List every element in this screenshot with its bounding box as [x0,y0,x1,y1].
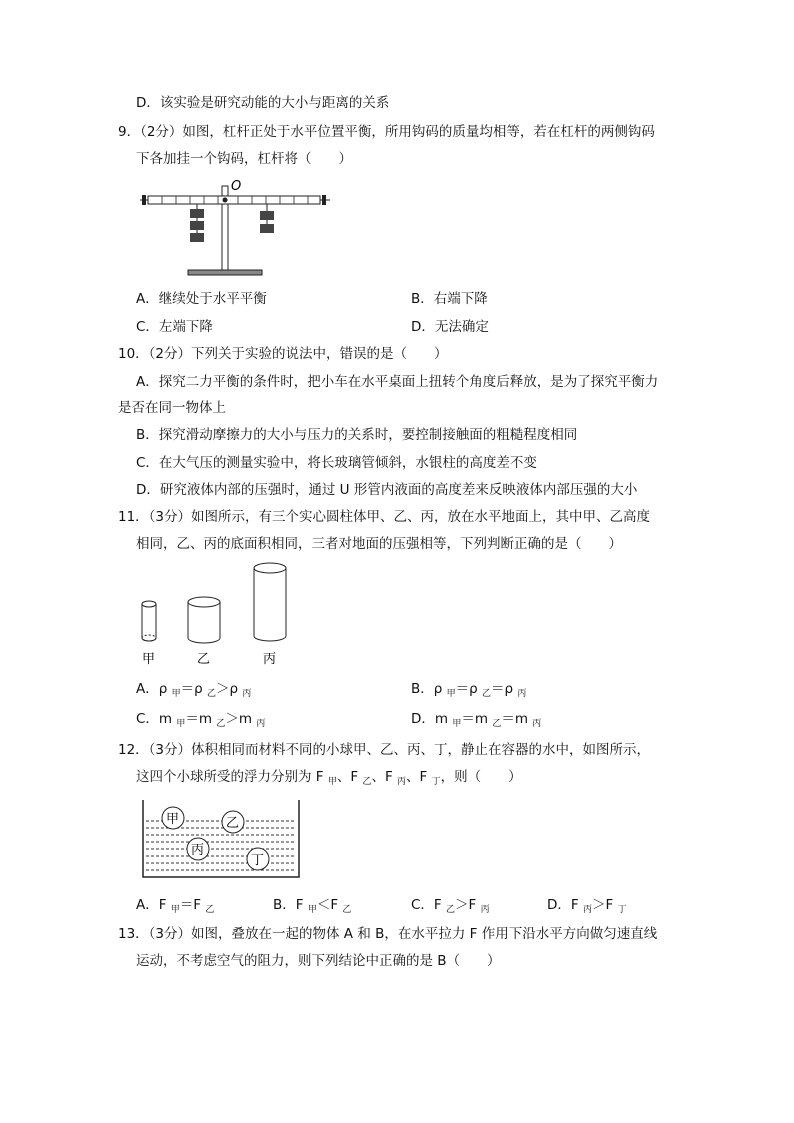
q12-stem-line1: 12．（3分）体积相同而材料不同的小球甲、乙、丙、丁，静止在容器的水中，如图所示， [118,742,651,758]
q13-stem-line2: 运动，不考虑空气的阻力，则下列结论中正确的是 B（ ） [136,953,501,969]
q9-option-b: B．右端下降 [411,291,488,307]
q9-option-a: A．继续处于水平平衡 [136,291,267,307]
cylinder-yi [188,597,220,643]
q12-option-d: D．F $_丙$＞F $_丁$ [547,897,627,915]
q12-option-a: A．F $_甲$＝F $_乙$ [136,897,215,915]
label-jia: 甲 [142,652,156,667]
q11-stem-line2: 相同，乙、丙的底面积相同，三者对地面的压强相等，下列判断正确的是（ ） [136,536,622,552]
q9-option-d: D．无法确定 [411,319,489,335]
q10-stem: 10．（2分）下列关于实验的说法中，错误的是（ ） [118,346,448,362]
q11-option-a: A．ρ $_甲$＝ρ $_乙$＞ρ $_丙$ [136,681,252,699]
q12-option-c: C．F $_乙$＞F $_丙$ [411,897,490,915]
ball-label-bing: 丙 [191,843,205,858]
q9-stem-line1: 9．（2分）如图，杠杆正处于水平位置平衡，所用钩码的质量均相等，若在杠杆的两侧钩码 [118,124,655,140]
q9-option-c: C．左端下降 [136,319,213,335]
q11-option-b: B．ρ $_甲$＝ρ $_乙$＝ρ $_丙$ [411,681,527,699]
ball-label-ding: 丁 [251,853,265,868]
container-figure [142,800,304,882]
q10-option-b: B．探究滑动摩擦力的大小与压力的关系时，要控制接触面的粗糙程度相同 [136,427,578,443]
q11-option-d: D．m $_甲$＝m $_乙$＝m $_丙$ [411,711,542,729]
q13-stem-line1: 13．（3分）如图，叠放在一起的物体 A 和 B，在水平拉力 F 作用下沿水平方向做匀速直线 [118,926,658,942]
q12-stem-line2: 这四个小球所受的浮力分别为 F $_甲$、F $_乙$、F $_丙$、F $_丁$，则（ ） [136,769,522,787]
cylinder-jia [142,601,156,641]
q10-option-a-line2: 是否在同一物体上 [118,400,226,416]
ball-label-yi: 乙 [226,816,240,831]
q12-option-b: B．F $_甲$＜F $_乙$ [273,897,352,915]
q11-stem-line1: 11．（3分）如图所示，有三个实心圆柱体甲、乙、丙，放在水平地面上，其中甲、乙高度 [118,509,651,525]
ball-label-jia: 甲 [166,812,180,827]
label-yi: 乙 [197,652,211,667]
label-bing: 丙 [263,652,277,667]
q8-option-d: D．该实验是研究动能的大小与距离的关系 [136,95,390,111]
lever-figure [140,176,340,280]
cylinder-bing [254,563,286,641]
cylinders-figure [136,560,296,672]
q10-option-a-line1: A．探究二力平衡的条件时，把小车在水平桌面上扭转个角度后释放，是为了探究平衡力 [136,374,659,390]
q10-option-d: D．研究液体内部的压强时，通过 U 形管内液面的高度差来反映液体内部压强的大小 [136,482,638,498]
q10-option-c: C．在大气压的测量实验中，将长玻璃管倾斜，水银柱的高度差不变 [136,455,537,471]
pivot-label: O [231,179,242,194]
q11-option-c: C．m $_甲$＝m $_乙$＞m $_丙$ [136,711,266,729]
q9-stem-line2: 下各加挂一个钩码，杠杆将（ ） [136,151,352,167]
